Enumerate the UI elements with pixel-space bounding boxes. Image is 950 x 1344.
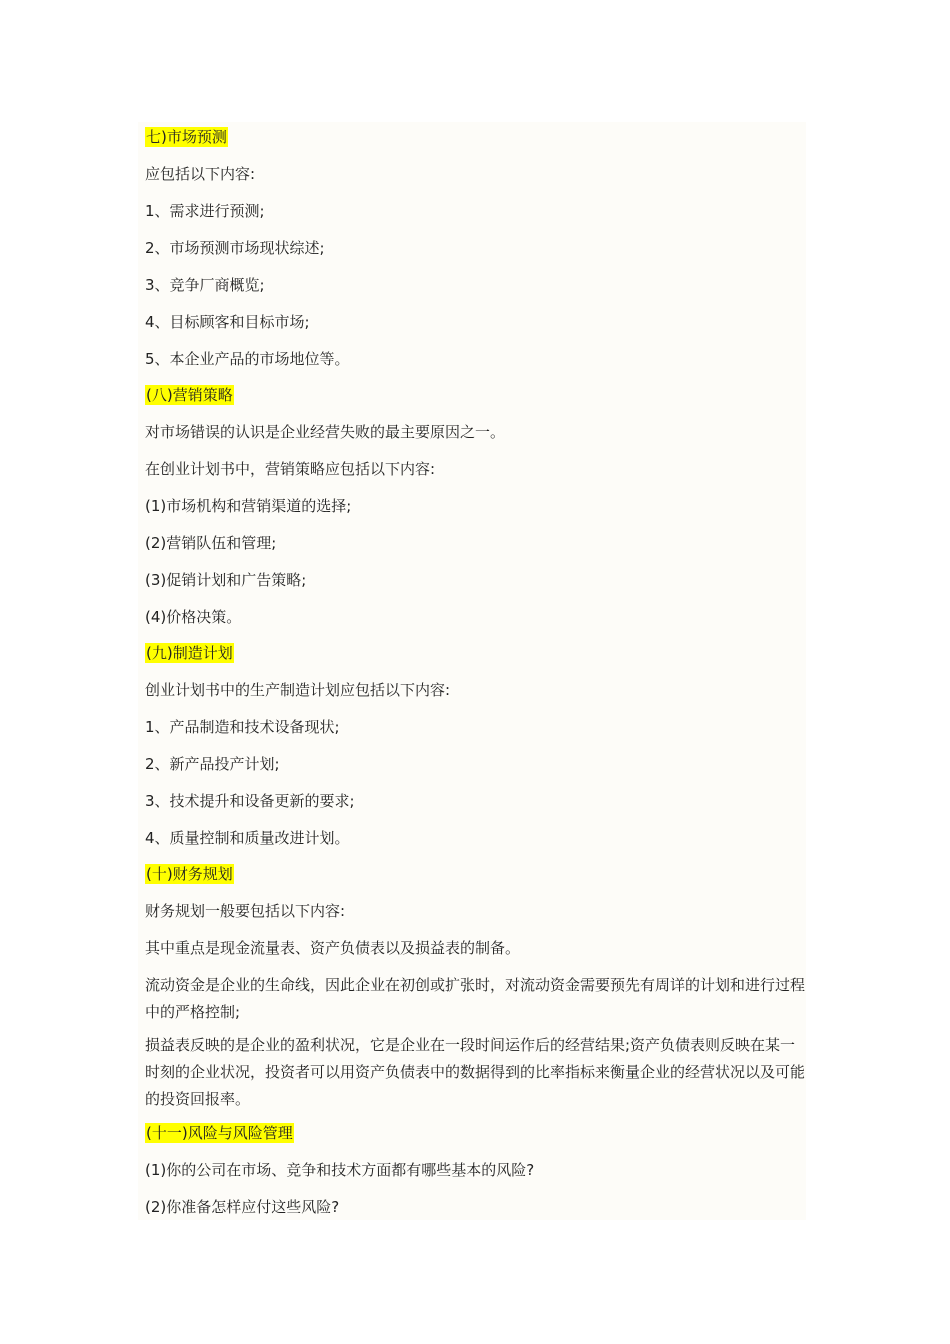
paragraph: 损益表反映的是企业的盈利状况，它是企业在一段时间运作后的经营结果;资产负债表则反映在某一时刻的企业状况，投资者可以用资产负债表中的数据得到的比率指标来衡量企业的经营状况以及可能的投资回报率。 xyxy=(145,1036,806,1108)
paragraph: 对市场错误的认识是企业经营失败的最主要原因之一。 xyxy=(145,423,506,441)
list-item: (2)你准备怎样应付这些风险? xyxy=(145,1198,340,1216)
paragraph: 应包括以下内容: xyxy=(145,165,256,183)
list-item: (1)市场机构和营销渠道的选择; xyxy=(145,497,352,515)
list-item: 1、产品制造和技术设备现状; xyxy=(145,718,340,736)
list-item: 4、目标顾客和目标市场; xyxy=(145,313,310,331)
section-heading-manufacturing-plan: (九)制造计划 xyxy=(146,644,233,662)
paragraph: 流动资金是企业的生命线，因此企业在初创或扩张时，对流动资金需要预先有周详的计划和进行过程中的严格控制; xyxy=(145,976,806,1021)
list-item: 3、竞争厂商概览; xyxy=(145,276,265,294)
list-item: 2、新产品投产计划; xyxy=(145,755,280,773)
list-item: 5、本企业产品的市场地位等。 xyxy=(145,350,350,368)
list-item: (3)促销计划和广告策略; xyxy=(145,571,307,589)
paragraph: 其中重点是现金流量表、资产负债表以及损益表的制备。 xyxy=(145,939,521,957)
list-item: 4、质量控制和质量改进计划。 xyxy=(145,829,350,847)
document-body xyxy=(138,122,806,1220)
paragraph: 在创业计划书中，营销策略应包括以下内容: xyxy=(145,460,436,478)
section-heading-marketing-strategy: (八)营销策略 xyxy=(146,386,233,404)
section-heading-financial-planning: (十)财务规划 xyxy=(146,865,233,883)
list-item: 3、技术提升和设备更新的要求; xyxy=(145,792,355,810)
section-heading-market-forecast: 七)市场预测 xyxy=(146,128,227,146)
list-item: (1)你的公司在市场、竞争和技术方面都有哪些基本的风险? xyxy=(145,1161,535,1179)
list-item: 1、需求进行预测; xyxy=(145,202,265,220)
list-item: 2、市场预测市场现状综述; xyxy=(145,239,325,257)
paragraph: 财务规划一般要包括以下内容: xyxy=(145,902,346,920)
list-item: (4)价格决策。 xyxy=(145,608,242,626)
paragraph: 创业计划书中的生产制造计划应包括以下内容: xyxy=(145,681,451,699)
list-item: (2)营销队伍和管理; xyxy=(145,534,277,552)
section-heading-risk-management: (十一)风险与风险管理 xyxy=(146,1124,293,1142)
